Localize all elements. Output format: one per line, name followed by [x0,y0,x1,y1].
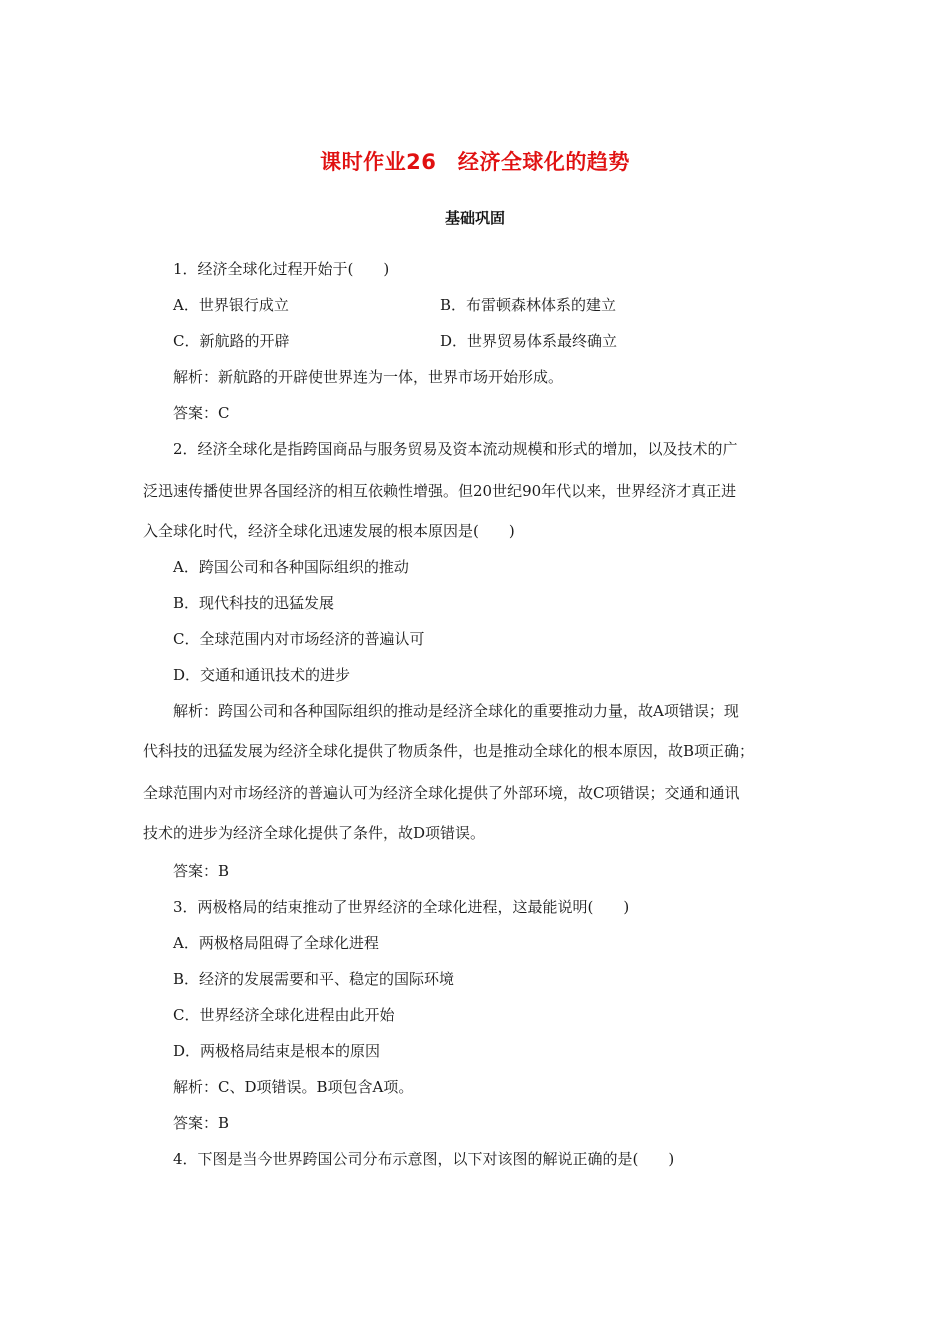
question-4-stem: 4．下图是当今世界跨国公司分布示意图，以下对该图的解说正确的是( ) [173,1150,675,1168]
question-2-option-c: C．全球范围内对市场经济的普遍认可 [173,630,425,648]
question-2-analysis-line: 代科技的迅猛发展为经济全球化提供了物质条件，也是推动全球化的根本原因，故B项正确； [143,742,755,760]
question-2-stem-line: 入全球化时代，经济全球化迅速发展的根本原因是( ) [143,522,515,540]
question-2-stem-line: 泛迅速传播使世界各国经济的相互依赖性增强。但20世纪90年代以来，世界经济才真正进 [143,482,737,500]
question-3-option-a: A．两极格局阻碍了全球化进程 [173,934,379,952]
question-1-option-c: C．新航路的开辟 [173,332,290,350]
question-2-analysis-line: 全球范围内对市场经济的普遍认可为经济全球化提供了外部环境，故C项错误；交通和通讯 [143,784,740,802]
question-1-answer: 答案：C [173,404,230,422]
question-2-option-b: B．现代科技的迅猛发展 [173,594,335,612]
question-3-option-d: D．两极格局结束是根本的原因 [173,1042,381,1060]
question-3-analysis: 解析：C、D项错误。B项包含A项。 [173,1078,414,1096]
question-3-answer: 答案：B [173,1114,230,1132]
question-2-stem-line: 2．经济全球化是指跨国商品与服务贸易及资本流动规模和形式的增加，以及技术的广 [173,440,738,458]
question-2-option-d: D．交通和通讯技术的进步 [173,666,351,684]
question-2-answer: 答案：B [173,862,230,880]
question-1-stem: 1．经济全球化过程开始于( ) [173,260,390,278]
question-1-option-a: A．世界银行成立 [173,296,289,314]
question-2-analysis-line: 技术的进步为经济全球化提供了条件，故D项错误。 [143,824,486,842]
question-2-analysis-line: 解析：跨国公司和各种国际组织的推动是经济全球化的重要推动力量，故A项错误；现 [173,702,739,720]
question-1-option-d: D．世界贸易体系最终确立 [440,332,618,350]
question-3-stem: 3．两极格局的结束推动了世界经济的全球化进程，这最能说明( ) [173,898,630,916]
question-1-option-b: B．布雷顿森林体系的建立 [440,296,617,314]
page-title: 课时作业26 经济全球化的趋势 [320,150,630,174]
question-3-option-c: C．世界经济全球化进程由此开始 [173,1006,395,1024]
question-2-option-a: A．跨国公司和各种国际组织的推动 [173,558,409,576]
question-1-analysis: 解析：新航路的开辟使世界连为一体，世界市场开始形成。 [173,368,564,386]
question-3-option-b: B．经济的发展需要和平、稳定的国际环境 [173,970,455,988]
section-heading: 基础巩固 [444,209,505,227]
